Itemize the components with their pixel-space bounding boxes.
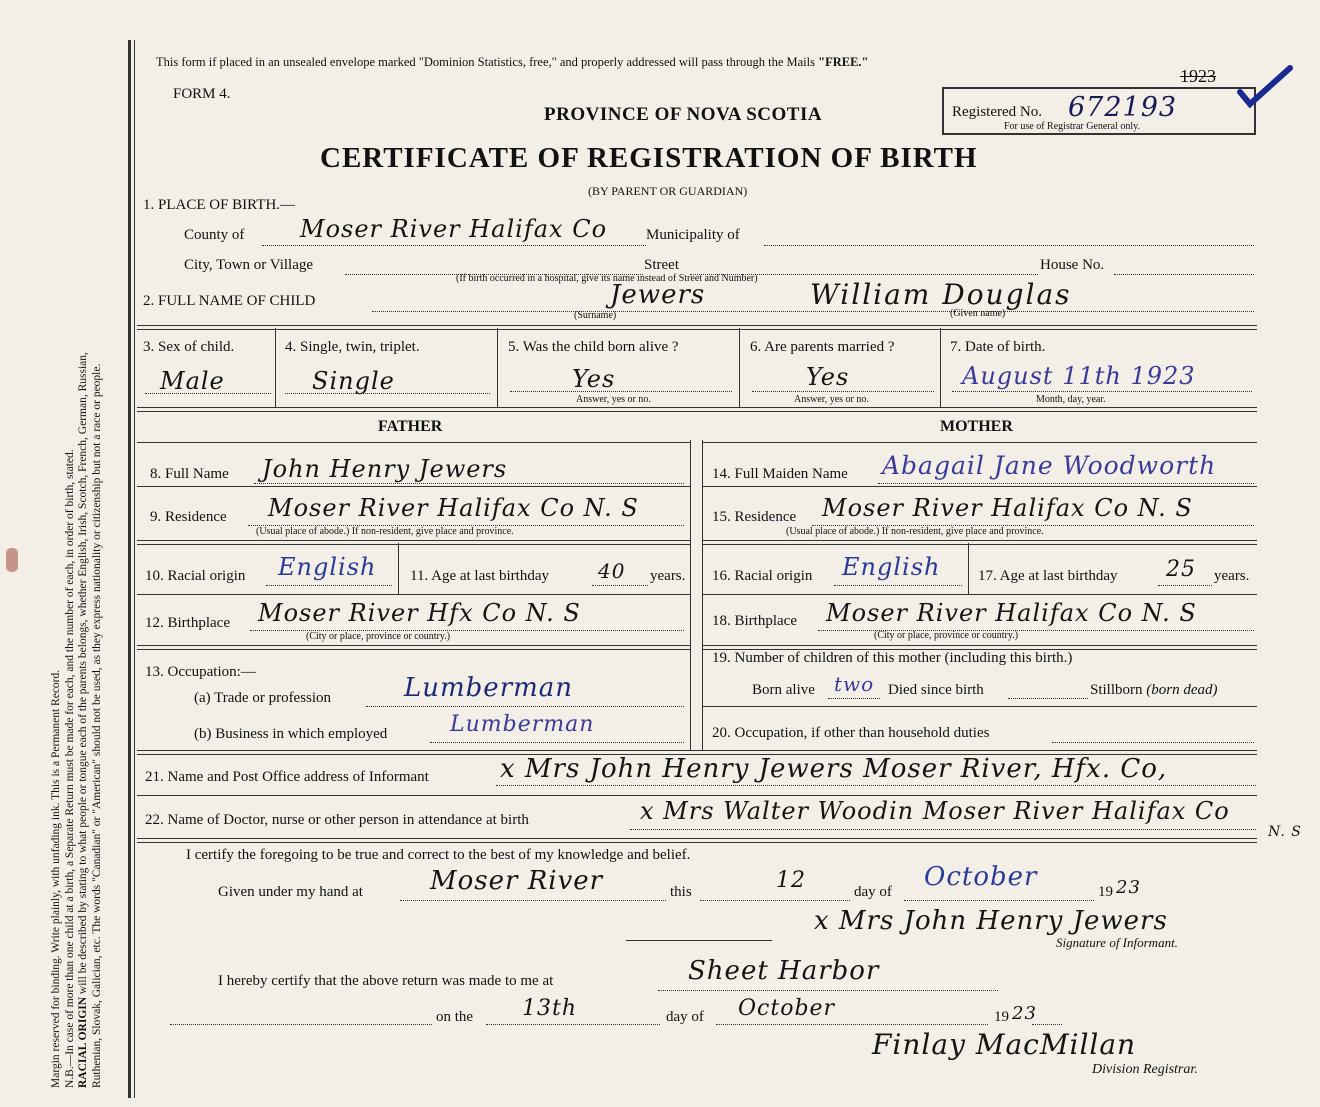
reg-day-line (486, 1024, 660, 1025)
margin-line-3 (77, 0, 91, 1088)
father-racial-label: 10. Racial origin (145, 568, 246, 584)
father-rule-1 (137, 486, 690, 487)
father-name-value: John Henry Jewers (262, 455, 508, 483)
signature-short-rule (626, 940, 772, 941)
father-trade-line (366, 706, 684, 707)
mother-age-line (1158, 585, 1212, 586)
rule-certify (137, 838, 1257, 843)
informant-label: 21. Name and Post Office address of Informant (145, 769, 429, 785)
surname-caption: (Surname) (574, 310, 617, 321)
born-alive-value: Yes (572, 365, 616, 393)
box-divider-2 (497, 328, 498, 408)
reg-month-line (716, 1024, 988, 1025)
mother-birthplace-label: 18. Birthplace (712, 613, 797, 629)
father-age-value: 40 (598, 559, 626, 583)
father-trade-label: (a) Trade or profession (194, 690, 332, 706)
given-place-value: Moser River (430, 866, 604, 896)
margin-ink-mark (6, 548, 18, 572)
father-name-line (254, 483, 684, 484)
stillborn-note: (born dead) (1146, 682, 1218, 698)
multiple-birth-label: 4. Single, twin, triplet. (285, 339, 420, 355)
married-line (752, 391, 934, 392)
margin-rule-inner (134, 40, 135, 1098)
registered-label: Registered No. (952, 104, 1042, 120)
certify-text: I certify the foregoing to be true and correct to the best of my knowledge and belief. (186, 847, 691, 863)
mother-racial-line (834, 585, 962, 586)
mother-occupation-line (1052, 742, 1254, 743)
mother-residence-label: 15. Residence (712, 509, 797, 525)
mother-name-line (878, 483, 1254, 484)
reg-year-line (1032, 1024, 1062, 1025)
father-age-unit: years. (650, 568, 686, 584)
registrar-caption: Division Registrar. (1092, 1062, 1198, 1077)
married-value: Yes (806, 363, 850, 391)
day-line (700, 900, 850, 901)
father-residence-label: 9. Residence (150, 509, 227, 525)
father-business-value: Lumberman (450, 712, 595, 737)
given-place-line (400, 900, 666, 901)
mother-rule-head (702, 442, 1257, 443)
registrar-place-line (658, 990, 998, 991)
hospital-note: (If birth occurred in a hospital, give its name instead of Street and Number) (456, 273, 758, 284)
place-of-birth-label: 1. PLACE OF BIRTH.— (143, 197, 296, 213)
child-name-line (372, 311, 1254, 312)
rule-doctor (137, 795, 1257, 796)
street-label: Street (644, 257, 679, 273)
margin-line-4: Ruthenian, Slovak, Galician, etc. The words "Canadian" or "American" should not be used, as they express nationality or citizenship but not a race or people. (90, 363, 103, 1088)
mother-racial-label: 16. Racial origin (712, 568, 813, 584)
informant-value: x Mrs John Henry Jewers Moser River, Hfx. Co, (500, 754, 1168, 784)
father-trade-value: Lumberman (404, 673, 574, 703)
died-label: Died since birth (888, 682, 984, 698)
mail-notice-text: This form if placed in an unsealed envelope marked "Dominion Statistics, free," and properly addressed will pass through the Mails (156, 55, 815, 69)
month-value: October (924, 862, 1038, 892)
reg-year-value: 23 (1012, 1003, 1037, 1024)
child-given-name: William Douglas (810, 278, 1072, 311)
father-rule-4 (137, 645, 690, 650)
day-of-label: day of (854, 884, 892, 900)
check-mark-icon (1236, 64, 1296, 110)
mother-rule-5 (702, 706, 1257, 707)
form-number: FORM 4. (173, 86, 231, 102)
stillborn-label (1090, 682, 1218, 699)
mother-occupation-label: 20. Occupation, if other than household duties (712, 725, 990, 741)
margin-line-1: Margin reserved for binding. Write plainly, with unfading ink. This is a Permanent Record. (50, 669, 62, 1088)
mother-residence-caption: (Usual place of abode.) If non-resident, give place and province. (786, 526, 1044, 537)
city-label: City, Town or Village (184, 257, 314, 273)
county-value: Moser River Halifax Co (300, 215, 608, 243)
father-rule-2 (137, 540, 690, 545)
born-alive-label: 5. Was the child born alive ? (508, 339, 679, 355)
given-label: Given under my hand at (218, 884, 363, 900)
father-birthplace-caption: (City or place, province or country.) (306, 631, 451, 642)
year-prefix: 19 (1098, 884, 1113, 900)
mother-age-unit: years. (1214, 568, 1250, 584)
mail-notice (156, 55, 868, 70)
born-alive-caption: Answer, yes or no. (576, 394, 651, 405)
year-value: 23 (1116, 877, 1141, 898)
father-business-line (430, 742, 684, 743)
province-heading: PROVINCE OF NOVA SCOTIA (544, 104, 823, 125)
doctor-value: x Mrs Walter Woodin Moser River Halifax Co (640, 797, 1230, 825)
father-age-label: 11. Age at last birthday (410, 568, 549, 584)
registered-note: For use of Registrar General only. (1004, 121, 1140, 132)
reg-day-value: 13th (522, 996, 578, 1021)
mother-rule-1 (702, 486, 1257, 487)
sex-line (145, 393, 271, 394)
mother-rule-2 (702, 540, 1257, 545)
father-racial-value: English (278, 553, 377, 581)
father-residence-caption: (Usual place of abode.) If non-resident, give place and province. (256, 526, 514, 537)
informant-line (496, 785, 1256, 786)
mother-racial-value: English (842, 553, 941, 581)
sex-label: 3. Sex of child. (143, 339, 235, 355)
page-title: CERTIFICATE OF REGISTRATION OF BIRTH (320, 142, 978, 174)
father-age-line (592, 585, 648, 586)
registrar-signature: Finlay MacMillan (872, 1028, 1137, 1061)
on-the-label: on the (436, 1009, 474, 1025)
father-heading: FATHER (378, 418, 443, 435)
municipality-label: Municipality of (646, 227, 740, 243)
county-label: County of (184, 227, 245, 243)
father-occupation-label: 13. Occupation:— (145, 664, 256, 680)
house-label: House No. (1040, 257, 1105, 273)
box-divider-4 (940, 328, 941, 408)
registrar-text: I hereby certify that the above return was made to me at (218, 973, 554, 989)
mother-age-label: 17. Age at last birthday (978, 568, 1118, 584)
father-right-rule (690, 440, 691, 750)
multiple-birth-value: Single (312, 367, 395, 395)
on-the-lead-line (170, 1024, 432, 1025)
born-alive-count-label: Born alive (752, 682, 815, 698)
doctor-label: 22. Name of Doctor, nurse or other person in attendance at birth (145, 812, 529, 828)
father-rule-3 (137, 594, 690, 595)
mother-birthplace-value: Moser River Halifax Co N. S (826, 599, 1197, 627)
rule-3 (137, 325, 1257, 330)
this-label: this (670, 884, 692, 900)
child-name-label: 2. FULL NAME OF CHILD (143, 293, 316, 309)
born-alive-count-line (828, 698, 880, 699)
multiple-birth-line (285, 393, 490, 394)
mother-racial-divider (968, 543, 969, 594)
rule-parents (137, 407, 1257, 412)
dob-label: 7. Date of birth. (950, 339, 1046, 355)
margin-line-3-text: will be described by stating to what people or tongue each of the parents belongs, whether English, Irish, Scotch, French, German, Russian, (77, 352, 89, 997)
mother-age-value: 25 (1166, 557, 1196, 582)
informant-signature: x Mrs John Henry Jewers (814, 906, 1168, 936)
father-birthplace-value: Moser River Hfx Co N. S (258, 599, 581, 627)
mother-residence-value: Moser River Halifax Co N. S (822, 494, 1193, 522)
month-line (904, 900, 1094, 901)
dob-caption: Month, day, year. (1036, 394, 1106, 405)
page-subtitle: (BY PARENT OR GUARDIAN) (588, 184, 748, 198)
father-birthplace-label: 12. Birthplace (145, 615, 230, 631)
municipality-line (764, 245, 1254, 246)
stillborn-text: Stillborn (1090, 682, 1143, 698)
child-surname: Jewers (610, 280, 706, 310)
registrar-place-value: Sheet Harbor (688, 956, 880, 986)
doctor-line (630, 829, 1256, 830)
mother-children-label: 19. Number of children of this mother (including this birth.) (712, 650, 1073, 666)
father-business-label: (b) Business in which employed (194, 726, 388, 742)
born-alive-line (510, 391, 732, 392)
sex-value: Male (160, 367, 225, 395)
dob-line (952, 391, 1252, 392)
father-residence-value: Moser River Halifax Co N. S (268, 494, 639, 522)
doctor-suffix: N. S (1268, 824, 1302, 840)
mother-rule-3 (702, 594, 1257, 595)
mother-name-value: Abagail Jane Woodworth (882, 451, 1217, 480)
dob-value: August 11th 1923 (962, 362, 1196, 390)
county-line (262, 245, 646, 246)
day-value: 12 (776, 868, 806, 893)
signature-caption: Signature of Informant. (1056, 935, 1178, 950)
box-divider-3 (739, 328, 740, 408)
reg-year-prefix: 19 (994, 1009, 1009, 1025)
box-divider-1 (275, 328, 276, 408)
margin-racial-origin: RACIAL ORIGIN (77, 996, 89, 1088)
reg-month-value: October (738, 996, 836, 1021)
father-racial-divider (398, 543, 399, 594)
given-caption: (Given name) (950, 308, 1006, 319)
married-label: 6. Are parents married ? (750, 339, 895, 355)
father-rule-head (137, 442, 690, 443)
registered-number: 672193 (1068, 92, 1178, 123)
mother-name-label: 14. Full Maiden Name (712, 466, 848, 482)
died-line (1008, 698, 1088, 699)
married-caption: Answer, yes or no. (794, 394, 869, 405)
mother-birthplace-caption: (City or place, province or country.) (874, 630, 1019, 641)
mail-notice-free: "FREE." (818, 55, 869, 69)
mother-heading: MOTHER (940, 418, 1013, 435)
margin-line-2: N.B.—In case of more than one child at a birth, a Separate Return must be made for each, and the number of each, in order of birth, stated. (63, 449, 76, 1088)
born-alive-count-value: two (834, 672, 875, 696)
father-name-label: 8. Full Name (150, 466, 229, 482)
father-racial-line (266, 585, 392, 586)
margin-rule (128, 40, 131, 1098)
house-line (1114, 274, 1254, 275)
reg-day-of-label: day of (666, 1009, 704, 1025)
registered-strike: 1923 (1180, 66, 1216, 86)
